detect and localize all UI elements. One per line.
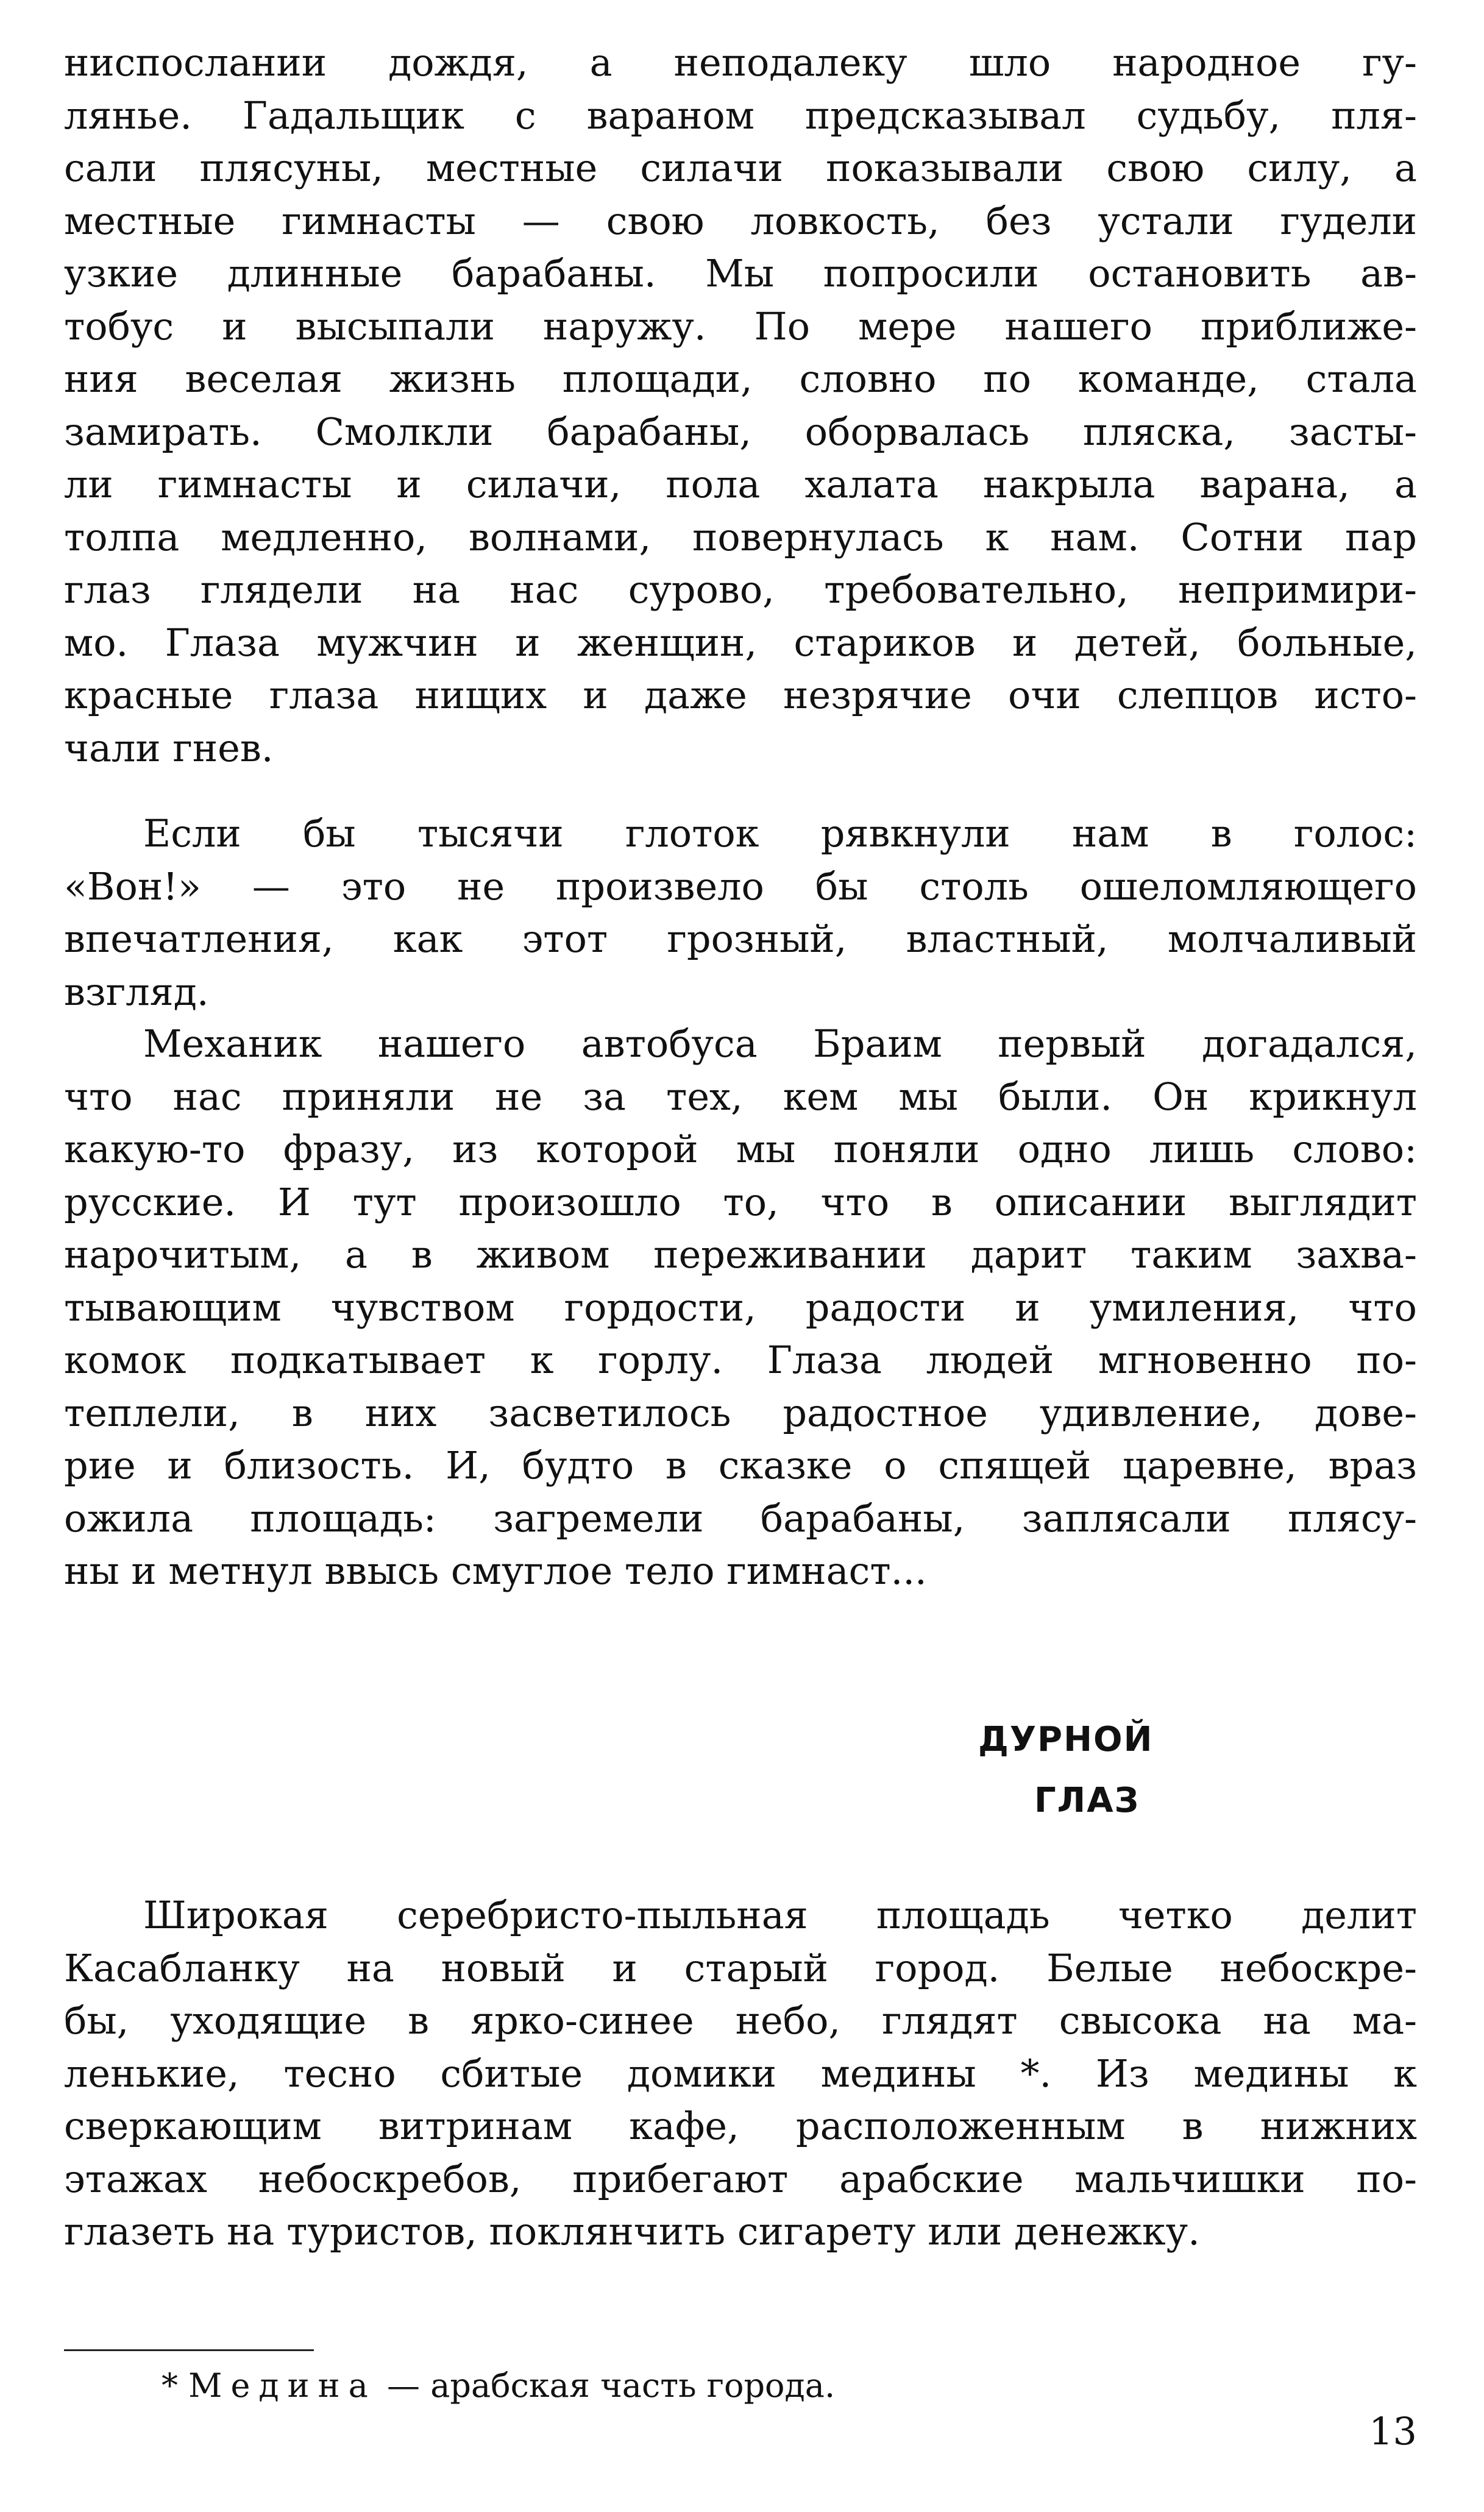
text-line: лянье. Гадальщик с вараном предсказывал судьбу, пля- bbox=[64, 93, 1417, 138]
paragraph-4 bbox=[64, 1889, 1417, 2258]
text-line: бы, уходящие в ярко-синее небо, глядят свысока на ма- bbox=[64, 1998, 1417, 2043]
text-line: Механик нашего автобуса Браим первый догадался, bbox=[143, 1021, 1417, 1066]
text-line: тобус и высыпали наружу. По мере нашего приближе- bbox=[64, 303, 1417, 349]
text-line: впечатления, как этот грозный, властный, молчаливый bbox=[64, 917, 1417, 961]
text-line: взгляд. bbox=[64, 969, 209, 1014]
text-line: Касабланку на новый и старый город. Белые небоскре- bbox=[64, 1945, 1417, 1990]
text-line: замирать. Смолкли барабаны, оборвалась пляска, засты- bbox=[64, 409, 1417, 454]
text-line: ны и метнул ввысь смуглое тело гимнаст... bbox=[64, 1549, 927, 1593]
footnote-text: — арабская часть города. bbox=[376, 2366, 836, 2405]
text-line: местные гимнасты — свою ловкость, без устали гудели bbox=[64, 198, 1417, 243]
paragraph-3 bbox=[64, 1018, 1417, 1598]
text-line: «Вон!» — это не произвело бы столь ошеломляющего bbox=[64, 864, 1417, 909]
text-line: что нас приняли не за тех, кем мы были. Он крикнул bbox=[64, 1074, 1417, 1119]
paragraph-1 bbox=[64, 37, 1417, 775]
text-line: какую-то фразу, из которой мы поняли одно лишь слово: bbox=[64, 1127, 1417, 1171]
text-line: ниспослании дождя, а неподалеку шло народное гу- bbox=[64, 40, 1417, 85]
footnote-marker: * bbox=[162, 2366, 178, 2405]
text-line: этажах небоскребов, прибегают арабские мальчишки по- bbox=[64, 2156, 1417, 2201]
text-line: ния веселая жизнь площади, словно по команде, стала bbox=[64, 357, 1417, 401]
footnote-divider bbox=[64, 2349, 314, 2351]
text-line: теплели, в них засветилось радостное удивление, дове- bbox=[64, 1390, 1417, 1435]
text-line: комок подкатывает к горлу. Глаза людей мгновенно по- bbox=[64, 1338, 1417, 1382]
text-line: толпа медленно, волнами, повернулась к нам. Сотни пар bbox=[64, 514, 1417, 559]
text-line: ленькие, тесно сбитые домики медины *. Из медины к bbox=[64, 2051, 1417, 2096]
paragraph-2 bbox=[64, 807, 1417, 1018]
text-line: мо. Глаза мужчин и женщин, стариков и детей, больные, bbox=[64, 620, 1417, 665]
text-line: ожила площадь: загремели барабаны, заплясали плясу- bbox=[64, 1495, 1417, 1541]
text-line: сали плясуны, местные силачи показывали свою силу, а bbox=[64, 146, 1417, 190]
text-line: глаз глядели на нас сурово, требовательно, непримири- bbox=[64, 567, 1417, 612]
text-line: чали гнев. bbox=[64, 725, 274, 770]
text-line: ли гимнасты и силачи, пола халата накрыла варана, а bbox=[64, 462, 1417, 506]
chapter-heading-line-2: ГЛАЗ bbox=[1034, 1781, 1140, 1820]
text-line: Если бы тысячи глоток рявкнули нам в голос: bbox=[143, 811, 1417, 856]
text-line: русские. И тут произошло то, что в описании выглядит bbox=[64, 1179, 1417, 1224]
chapter-heading-line-1: ДУРНОЙ bbox=[978, 1720, 1154, 1759]
text-line: глазеть на туристов, поклянчить сигарету или денежку. bbox=[64, 2209, 1200, 2254]
footnote-term: Медина bbox=[188, 2366, 377, 2405]
text-line: рие и близость. И, будто в сказке о спящей царевне, враз bbox=[64, 1443, 1417, 1488]
text-line: нарочитым, а в живом переживании дарит таким захва- bbox=[64, 1232, 1417, 1277]
footnote bbox=[162, 2365, 835, 2407]
text-line: красные глаза нищих и даже незрячие очи слепцов исто- bbox=[64, 673, 1417, 717]
chapter-heading bbox=[978, 1709, 1234, 1831]
text-line: узкие длинные барабаны. Мы попросили остановить ав- bbox=[64, 251, 1417, 296]
text-line: сверкающим витринам кафе, расположенным в нижних bbox=[64, 2104, 1417, 2148]
text-line: Широкая серебристо-пыльная площадь четко делит bbox=[143, 1893, 1417, 1937]
page-number: 13 bbox=[1369, 2409, 1417, 2453]
text-line: тывающим чувством гордости, радости и умиления, что bbox=[64, 1285, 1417, 1330]
book-page bbox=[64, 37, 1417, 2474]
